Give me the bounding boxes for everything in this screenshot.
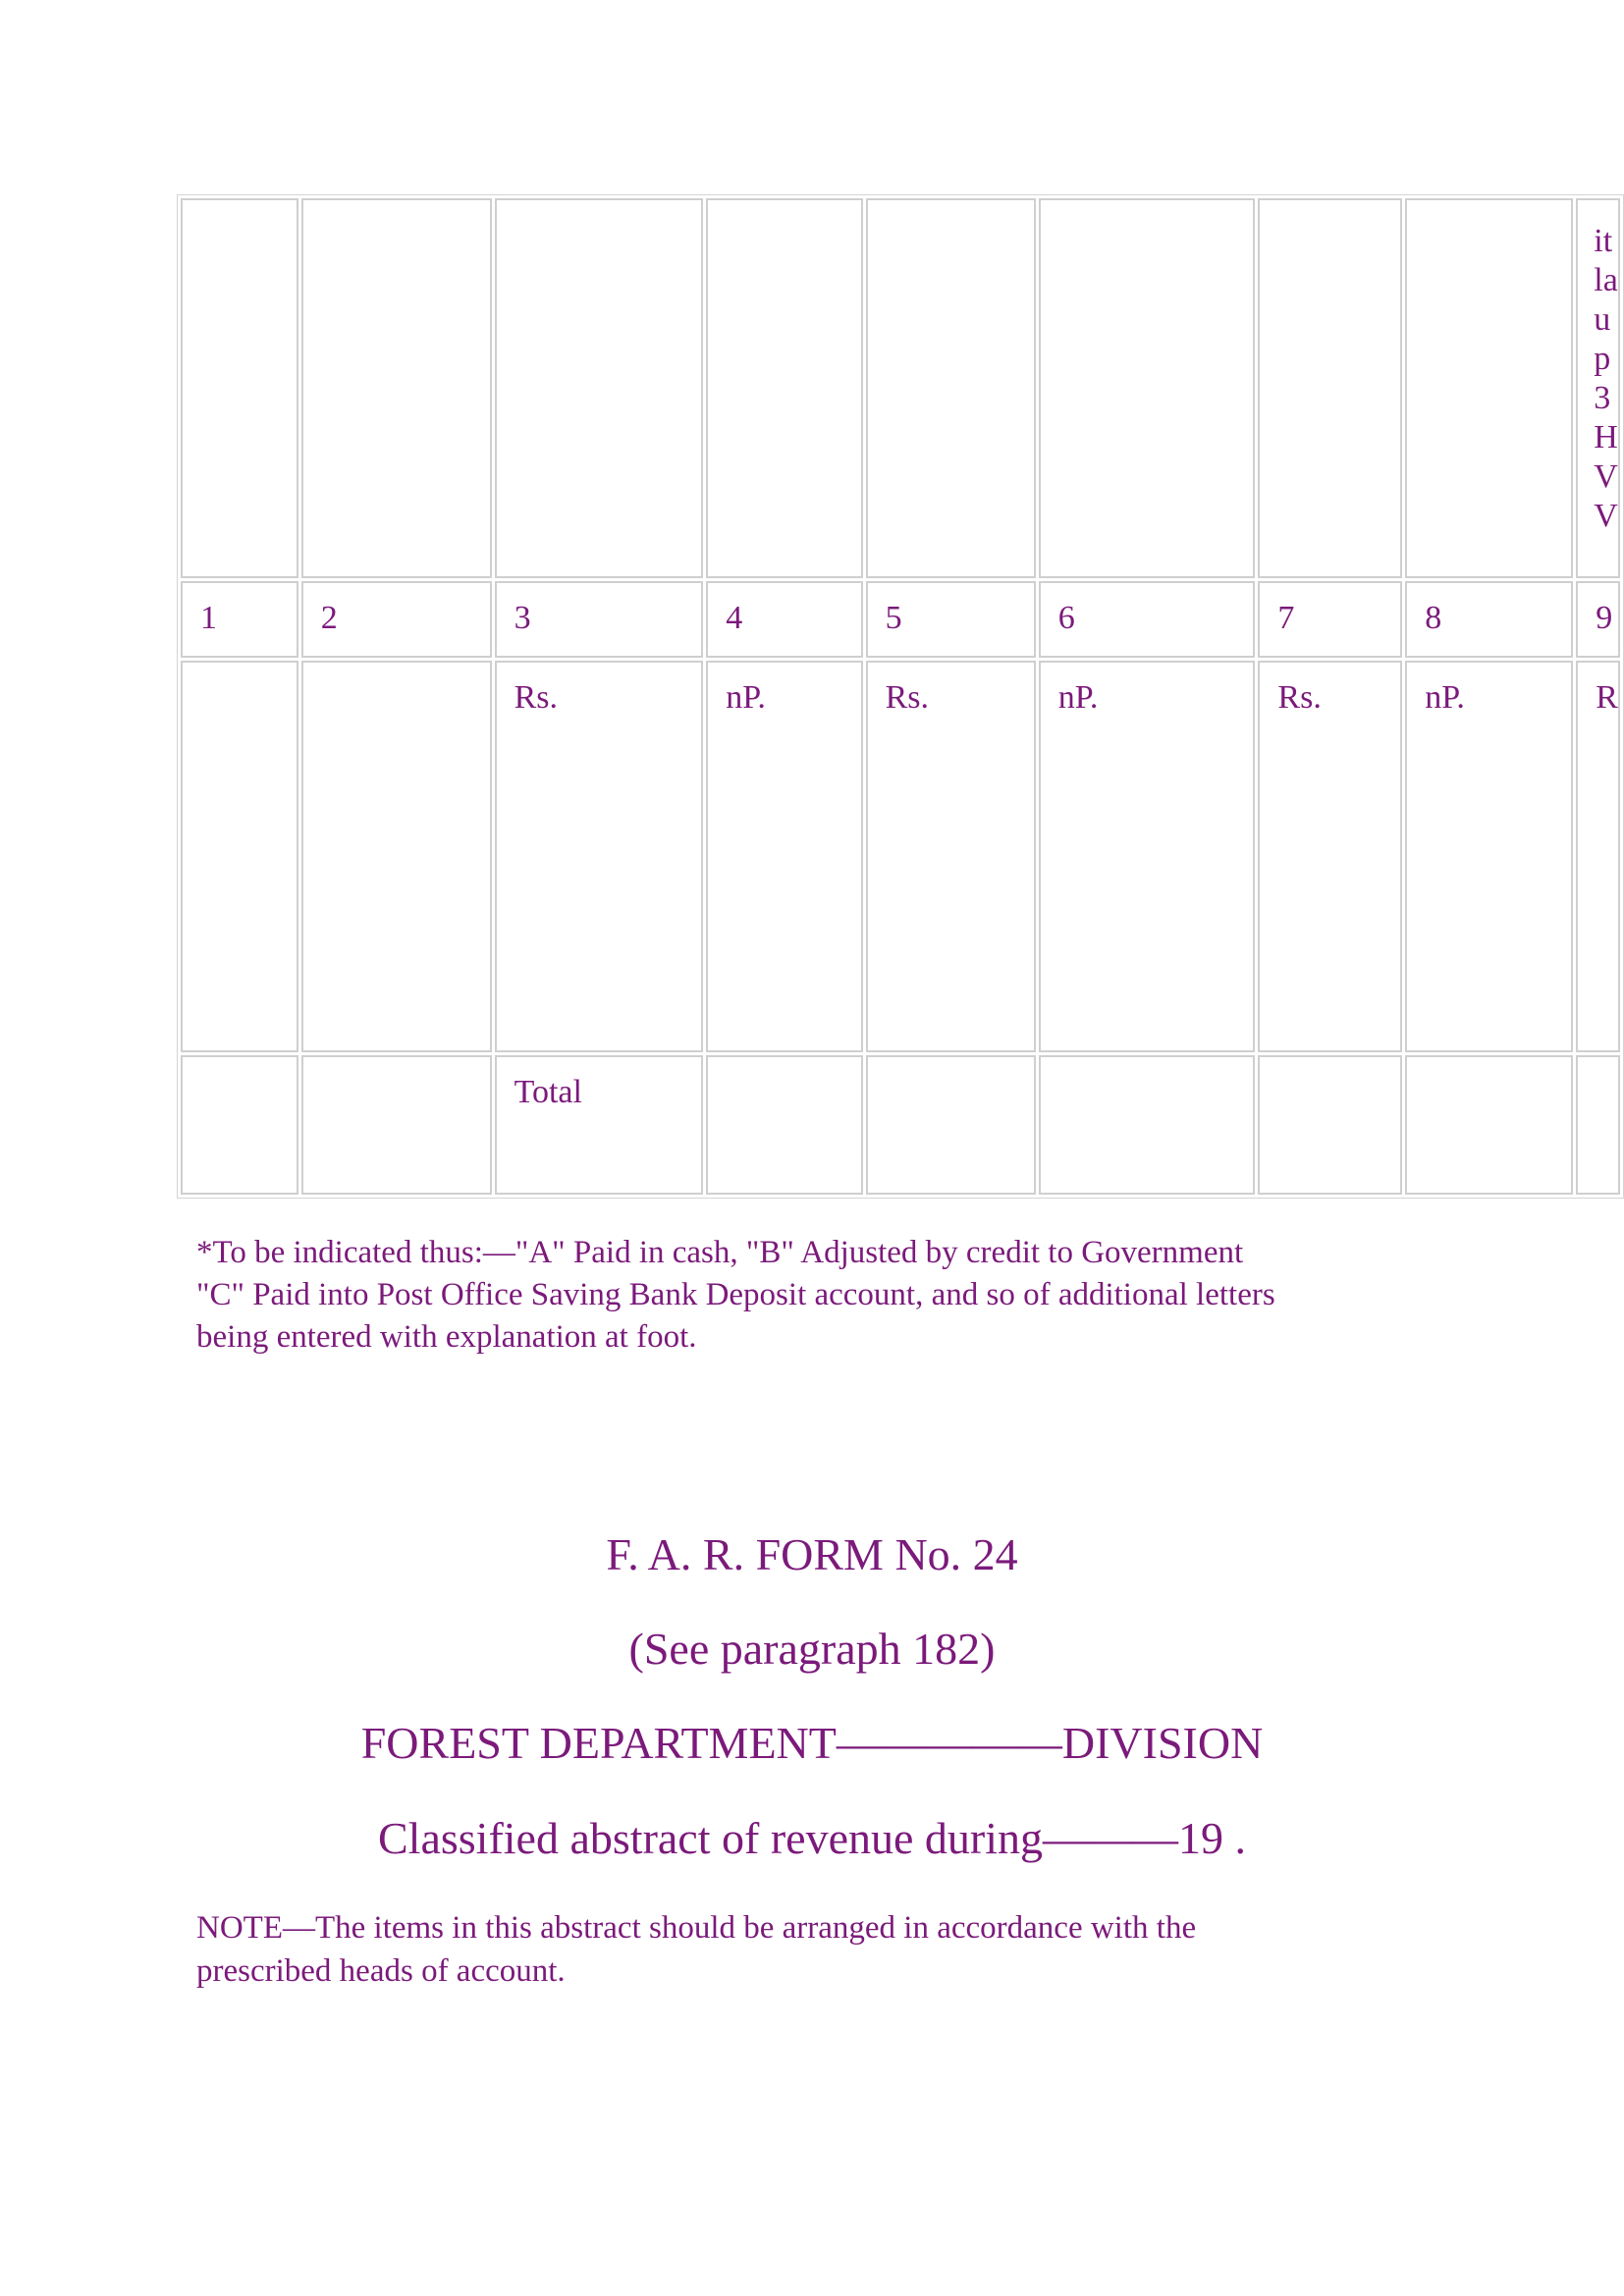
header-row: [181, 198, 1620, 578]
column-number-cell: 3: [495, 581, 704, 658]
header-cell: [1039, 198, 1256, 578]
unit-cell: Rs.: [1258, 661, 1402, 1052]
unit-cell: nP.: [1405, 661, 1573, 1052]
unit-cell: [181, 661, 298, 1052]
table-footnote: [196, 1232, 1473, 1359]
total-cell: [1405, 1055, 1573, 1195]
header-cell: [706, 198, 862, 578]
column-number-cell: 6: [1039, 581, 1256, 658]
total-label: Total: [514, 1074, 582, 1110]
header-cell-truncated: [1576, 198, 1620, 578]
paragraph-reference: (See paragraph 182): [628, 1624, 996, 1674]
unit-cell: Rs.: [866, 661, 1036, 1052]
header-cell: [1405, 198, 1573, 578]
footnote-line: being entered with explanation at foot.: [196, 1319, 697, 1355]
total-cell: [181, 1055, 298, 1195]
note-line: prescribed heads of account.: [196, 1953, 566, 1989]
unit-cell: nP.: [706, 661, 862, 1052]
total-cell: [706, 1055, 862, 1195]
department-heading: FOREST DEPARTMENT————––DIVISION: [360, 1718, 1264, 1768]
column-number-cell: 4: [706, 581, 862, 658]
form-number-heading: F. A. R. FORM No. 24: [606, 1529, 1018, 1579]
unit-row: [181, 661, 1620, 1052]
column-number-cell: 5: [866, 581, 1036, 658]
column-number-cell: 7: [1258, 581, 1402, 658]
column-number-row: [181, 581, 1620, 658]
column-number-cell: 8: [1405, 581, 1573, 658]
total-cell: [866, 1055, 1036, 1195]
unit-cell: [301, 661, 492, 1052]
total-cell: [1039, 1055, 1256, 1195]
unit-cell: Rs.: [495, 661, 704, 1052]
note-paragraph: [196, 1906, 1473, 1993]
total-cell: [301, 1055, 492, 1195]
revenue-table: [177, 194, 1624, 1199]
form-title: Classified abstract of revenue during———19 .: [378, 1813, 1246, 1863]
header-cell: [1258, 198, 1402, 578]
total-cell: [1576, 1055, 1620, 1195]
header-cell: [301, 198, 492, 578]
footnote-line: "C" Paid into Post Office Saving Bank Deposit account, and so of additional letters: [196, 1277, 1275, 1312]
header-cell: [866, 198, 1036, 578]
total-row: [181, 1055, 1620, 1195]
header-cell: [495, 198, 704, 578]
column-number-cell: 2: [301, 581, 492, 658]
total-cell: [1258, 1055, 1402, 1195]
truncated-header-text: it la u p 3 H V V: [1594, 223, 1618, 534]
total-label-cell: [495, 1055, 704, 1195]
unit-cell: R: [1576, 661, 1620, 1052]
unit-cell: nP.: [1039, 661, 1256, 1052]
column-number-cell: 1: [181, 581, 298, 658]
header-cell: [181, 198, 298, 578]
column-number-cell: 9: [1576, 581, 1620, 658]
footnote-line: *To be indicated thus:—"A" Paid in cash, "B" Adjusted by credit to Government: [196, 1235, 1244, 1270]
note-line: NOTE—The items in this abstract should be arranged in accordance with the: [196, 1910, 1197, 1946]
